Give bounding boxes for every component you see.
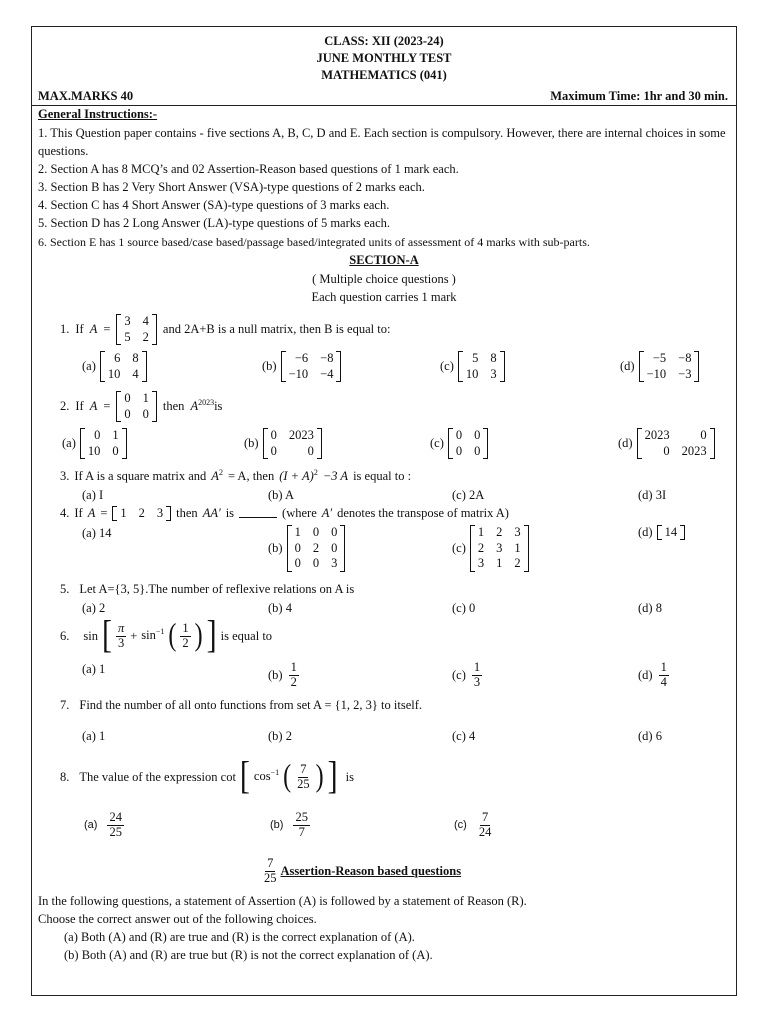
q3-option-a[interactable]: (a) I <box>82 488 104 502</box>
instruction-6: 6. Section E has 1 source based/case based/passage based/integrated units of assessment of 4 marks with sub-parts. <box>38 235 590 249</box>
q3-option-b[interactable]: (b) A <box>268 488 295 502</box>
section-a-title: SECTION-A <box>349 253 419 267</box>
q7-option-d[interactable]: (d) 6 <box>638 729 662 743</box>
q1-matrix-a: 3 4 5 2 <box>116 314 157 345</box>
q1-option-a[interactable]: (a) 6 8 10 4 <box>82 351 147 382</box>
q6-number: 6. <box>60 628 70 643</box>
question-5: 5. Let A={3, 5}.The number of reflexive relations on A is <box>60 582 355 596</box>
question-8: 8. The value of the expression cot [ $\cos^{-1}$ ( $\frac{7}{25}$ ) ] is <box>60 754 354 798</box>
question-6: 6. sin [ $\frac{\pi}{3}$ + $\sin^{-1}$ ( $\frac{1}{2}$ ) ] is equal to <box>60 613 273 657</box>
subject-title: MATHEMATICS (041) <box>321 68 447 82</box>
q8-option-a[interactable]: (a) $\frac{24}{25}$ <box>84 810 122 839</box>
section-a-subtitle: ( Multiple choice questions ) <box>312 272 456 286</box>
question-3: 3. If A is a square matrix and $A^2$ = A, then $(I + A)^2$ −3 A is equal to : <box>60 468 412 484</box>
assertion-option-b[interactable]: (b) Both (A) and (R) are true but (R) is not the correct explanation of (A). <box>64 948 433 962</box>
question-paper <box>31 26 737 996</box>
q7-option-c[interactable]: (c) 4 <box>452 729 476 743</box>
q5-option-b[interactable]: (b) 4 <box>268 601 292 615</box>
instruction-3: 3. Section B has 2 Very Short Answer (VSA)-type questions of 2 marks each. <box>38 180 425 194</box>
q7-option-b[interactable]: (b) 2 <box>268 729 292 743</box>
q8-option-b[interactable]: (b) $\frac{25}{7}$ <box>270 810 308 839</box>
answer-blank <box>239 508 277 518</box>
question-4: 4. If A = 1 2 3 then AA′ is (where A′ denotes the transpose of matrix A) <box>60 505 509 520</box>
q5-number: 5. <box>60 582 70 596</box>
q2-option-b[interactable]: (b) 0 2023 0 0 <box>244 428 322 459</box>
q2-number: 2. <box>60 399 70 414</box>
q4-option-d[interactable]: (d) 14 <box>638 524 685 541</box>
q1-option-d[interactable]: (d) −5 −8 −10 −3 <box>620 351 699 382</box>
instruction-1: 1. This Question paper contains - five sections A, B, C, D and E. Each section is compulsory. However, there are internal choices in some questions. <box>38 126 726 158</box>
q8-number: 8. <box>60 769 70 784</box>
q5-option-a[interactable]: (a) 2 <box>82 601 106 615</box>
q4-option-c[interactable]: (c) 1 2 3 2 3 1 3 1 2 <box>452 525 529 572</box>
q6-option-b[interactable]: (b) $\frac{1}{2}$ <box>268 660 297 689</box>
instructions-heading: General Instructions:- <box>38 107 158 121</box>
assertion-option-a[interactable]: (a) Both (A) and (R) are true and (R) is the correct explanation of (A). <box>64 930 415 944</box>
question-7: 7. Find the number of all onto functions from set A = {1, 2, 3} to itself. <box>60 698 423 712</box>
q4-number: 4. <box>60 506 70 520</box>
q4-row-matrix: 1 2 3 <box>112 506 171 522</box>
q2-option-a[interactable]: (a) 0 1 10 0 <box>62 428 127 459</box>
q3-number: 3. <box>60 469 70 484</box>
q1-option-b[interactable]: (b) −6 −8 −10 −4 <box>262 351 341 382</box>
q3-option-d[interactable]: (d) 3I <box>638 488 667 502</box>
class-title: CLASS: XII (2023-24) <box>324 34 444 48</box>
q1-number: 1. <box>60 322 70 337</box>
q3-option-c[interactable]: (c) 2A <box>452 488 485 502</box>
test-title: JUNE MONTHLY TEST <box>316 51 452 65</box>
assertion-heading: $\frac{7}{25}$ Assertion-Reason based questions <box>264 856 462 885</box>
max-marks: MAX.MARKS 40 <box>38 89 134 103</box>
max-time: Maximum Time: 1hr and 30 min. <box>550 89 728 103</box>
q7-option-a[interactable]: (a) 1 <box>82 729 106 743</box>
q4-option-a[interactable]: (a) 14 <box>82 526 112 540</box>
q2-option-d[interactable]: (d) 2023 0 0 2023 <box>618 428 715 459</box>
q7-number: 7. <box>60 698 70 712</box>
q6-option-c[interactable]: (c) $\frac{1}{3}$ <box>452 660 481 689</box>
question-2: 2. If A = 0 1 0 0 then $A^{2023}is$ <box>60 391 223 421</box>
question-1: 1. If A = 3 4 5 2 and 2A+B is a null matrix, then B is equal to: <box>60 314 391 344</box>
q5-option-d[interactable]: (d) 8 <box>638 601 662 615</box>
q4-option-b[interactable]: (b) 1 0 0 0 2 0 0 0 3 <box>268 525 345 572</box>
assertion-intro-1: In the following questions, a statement of Assertion (A) is followed by a statement of Reason (R). <box>38 894 527 908</box>
q8-option-c[interactable]: (c) $\frac{7}{24}$ <box>454 810 492 839</box>
assertion-intro-2: Choose the correct answer out of the following choices. <box>38 912 317 926</box>
q2-matrix-a: 0 1 0 0 <box>116 391 157 422</box>
instruction-2: 2. Section A has 8 MCQ’s and 02 Assertion-Reason based questions of 1 mark each. <box>38 162 459 176</box>
q5-option-c[interactable]: (c) 0 <box>452 601 476 615</box>
instruction-4: 4. Section C has 4 Short Answer (SA)-type questions of 3 marks each. <box>38 198 390 212</box>
q2-option-c[interactable]: (c) 0 0 0 0 <box>430 428 488 459</box>
instruction-5: 5. Section D has 2 Long Answer (LA)-type questions of 5 marks each. <box>38 216 391 230</box>
q6-option-a[interactable]: (a) 1 <box>82 662 106 676</box>
section-a-marks: Each question carries 1 mark <box>311 290 457 304</box>
q6-option-d[interactable]: (d) $\frac{1}{4}$ <box>638 660 667 689</box>
q1-option-c[interactable]: (c) 5 8 10 3 <box>440 351 505 382</box>
